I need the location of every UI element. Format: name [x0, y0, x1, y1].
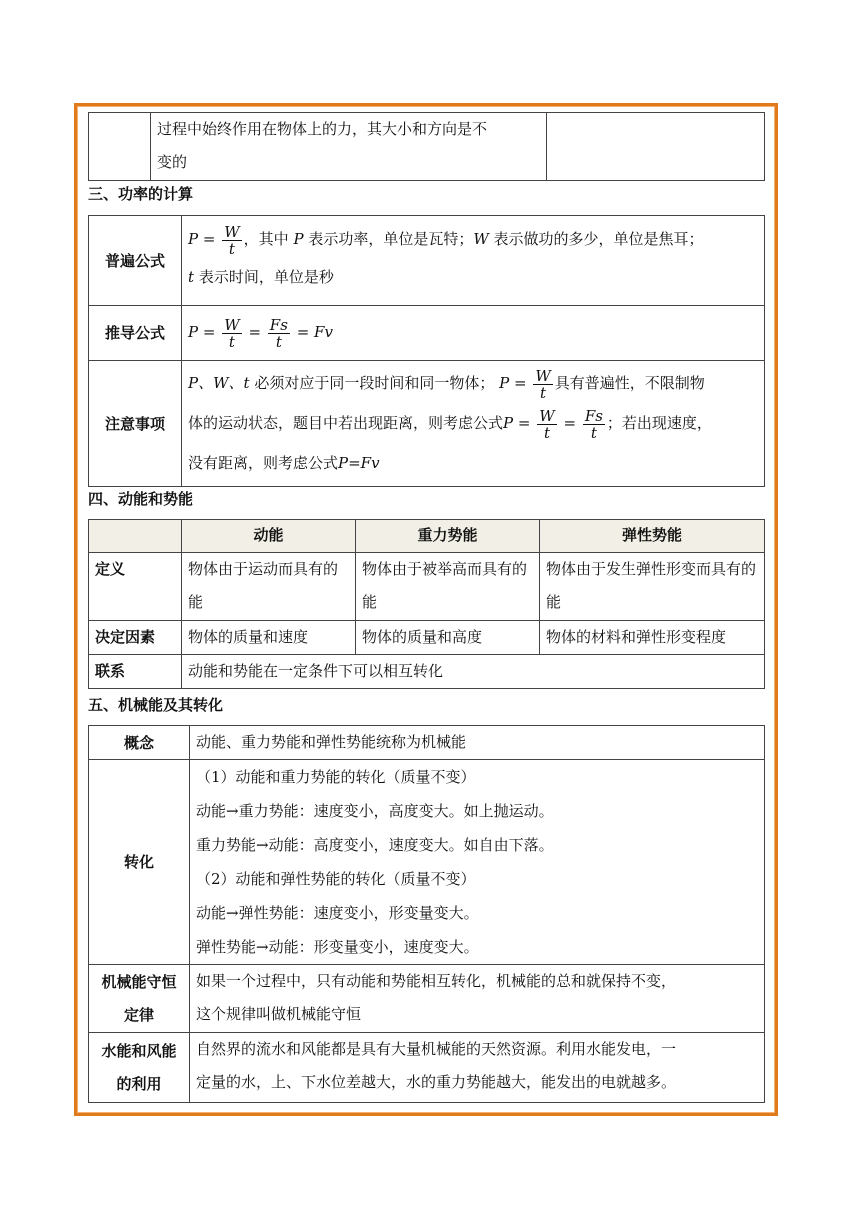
formula-pfv: P=Fv	[338, 454, 380, 472]
fraction-w-t-4	[537, 408, 556, 441]
conservation-text	[190, 965, 765, 1033]
top-text-line-2: 变的	[157, 153, 188, 171]
water-wind-text	[190, 1033, 765, 1103]
fraction-fs-t	[268, 317, 290, 350]
general-text-2: 表示功率，单位是瓦特；	[308, 230, 474, 248]
conversion-line-1: （1）动能和重力势能的转化（质量不变）	[196, 768, 476, 786]
water-wind-text-2: 定量的水，上、下水位差越大，水的重力势能越大，能发出的电就越多。	[196, 1073, 677, 1091]
notes-label: 注意事项	[89, 361, 182, 487]
conversion-line-5: 动能→弹性势能：速度变小，形变量变大。	[196, 904, 479, 922]
conservation-label-2: 定律	[123, 1005, 154, 1024]
equals-sign-4: =	[296, 323, 310, 342]
top-empty-cell	[547, 113, 765, 181]
mechanical-energy-table	[88, 725, 765, 1103]
def-gravitational: 物体由于被举高而具有的能	[356, 553, 540, 621]
conversion-line-3: 重力势能→动能：高度变小，速度变大。如自由下落。	[196, 836, 554, 854]
notes-text-3: 体的运动状态，题目中若出现距离，则考虑公式	[188, 414, 504, 432]
conservation-text-1: 如果一个过程中，只有动能和势能相互转化，机械能的总和就保持不变，	[196, 972, 677, 990]
conversion-cell	[190, 760, 765, 965]
var-w: W	[473, 230, 489, 248]
header-gravitational: 重力势能	[356, 520, 540, 553]
frac-den: t	[590, 423, 597, 442]
frac-den: t	[540, 383, 547, 402]
frac-num: W	[224, 222, 240, 241]
fraction-w-t-3	[533, 368, 552, 401]
frac-num: W	[224, 315, 240, 334]
water-wind-label-1: 水能和风能	[101, 1041, 177, 1060]
water-wind-label	[89, 1033, 190, 1103]
frac-den: t	[543, 423, 550, 442]
frac-den: t	[228, 239, 235, 258]
equals-sign: =	[202, 230, 216, 248]
var-p: P	[188, 230, 199, 248]
relation-text: 动能和势能在一定条件下可以相互转化	[182, 655, 765, 689]
def-kinetic: 物体由于运动而具有的能	[182, 553, 356, 621]
row-label-factors: 决定因素	[89, 621, 182, 655]
derived-formula-cell	[182, 306, 765, 361]
frac-den: t	[228, 332, 235, 351]
frac-num: Fs	[584, 406, 603, 425]
fraction-w-t	[222, 224, 241, 257]
concept-text: 动能、重力势能和弹性势能统称为机械能	[190, 726, 765, 760]
conservation-label	[89, 965, 190, 1033]
general-formula-cell	[182, 216, 765, 306]
general-formula-label: 普遍公式	[89, 216, 182, 306]
equals-sign-2: =	[202, 323, 216, 342]
conservation-text-2: 这个规律叫做机械能守恒	[196, 1005, 362, 1023]
var-p-4: P	[499, 374, 510, 392]
factor-gravitational: 物体的质量和高度	[356, 621, 540, 655]
notes-text-2: 具有普遍性，不限制物	[554, 374, 705, 392]
header-elastic: 弹性势能	[540, 520, 765, 553]
conversion-line-6: 弹性势能→动能：形变量变小，速度变大。	[196, 938, 479, 956]
general-text-1: ，其中	[243, 230, 289, 248]
var-p-3: P	[188, 323, 199, 342]
var-p-2: P	[293, 230, 304, 248]
conversion-line-2: 动能→重力势能：速度变小，高度变大。如上抛运动。	[196, 802, 554, 820]
vars-pwt: P、W、t	[188, 374, 250, 392]
header-blank	[89, 520, 182, 553]
general-text-4: 表示时间，单位是秒	[198, 268, 334, 286]
equals-sign-5: =	[514, 374, 527, 392]
row-label-definition: 定义	[89, 553, 182, 621]
general-text-3: 表示做功的多少，单位是焦耳；	[493, 230, 704, 248]
fraction-fs-t-2	[583, 408, 605, 441]
var-p-5: P	[503, 414, 514, 432]
top-text-cell	[151, 113, 547, 181]
notes-cell	[182, 361, 765, 487]
power-table	[88, 215, 765, 487]
equals-sign-3: =	[248, 323, 262, 342]
frac-num: Fs	[269, 315, 288, 334]
frac-num: W	[535, 366, 551, 385]
conservation-label-1: 机械能守恒	[101, 972, 177, 991]
water-wind-label-2: 的利用	[116, 1074, 162, 1093]
notes-text-4: ；若出现速度，	[606, 414, 712, 432]
row-label-relation: 联系	[89, 655, 182, 689]
frac-num: W	[539, 406, 555, 425]
top-table	[88, 112, 765, 181]
def-elastic: 物体由于发生弹性形变而具有的能	[540, 553, 765, 621]
equals-sign-6: =	[517, 414, 531, 432]
top-blank-cell	[89, 113, 151, 181]
top-text-line-1: 过程中始终作用在物体上的力，其大小和方向是不	[157, 120, 488, 138]
factor-elastic: 物体的材料和弹性形变程度	[540, 621, 765, 655]
frac-den: t	[275, 332, 282, 351]
var-fv: Fv	[314, 323, 333, 342]
var-t: t	[188, 268, 195, 286]
energy-table	[88, 519, 765, 689]
concept-label: 概念	[89, 726, 190, 760]
derived-formula-label: 推导公式	[89, 306, 182, 361]
section-3-title: 三、功率的计算	[88, 185, 194, 203]
equals-sign-7: =	[563, 414, 577, 432]
fraction-w-t-2	[222, 317, 241, 350]
section-5-title: 五、机械能及其转化	[88, 696, 224, 714]
factor-kinetic: 物体的质量和速度	[182, 621, 356, 655]
header-kinetic: 动能	[182, 520, 356, 553]
water-wind-text-1: 自然界的流水和风能都是具有大量机械能的天然资源。利用水能发电，一	[196, 1040, 677, 1058]
notes-text-1: 必须对应于同一段时间和同一物体；	[254, 374, 495, 392]
conversion-line-4: （2）动能和弹性势能的转化（质量不变）	[196, 870, 476, 888]
conversion-label: 转化	[89, 760, 190, 965]
section-4-title: 四、动能和势能	[88, 490, 194, 508]
notes-text-5: 没有距离，则考虑公式	[188, 454, 339, 472]
